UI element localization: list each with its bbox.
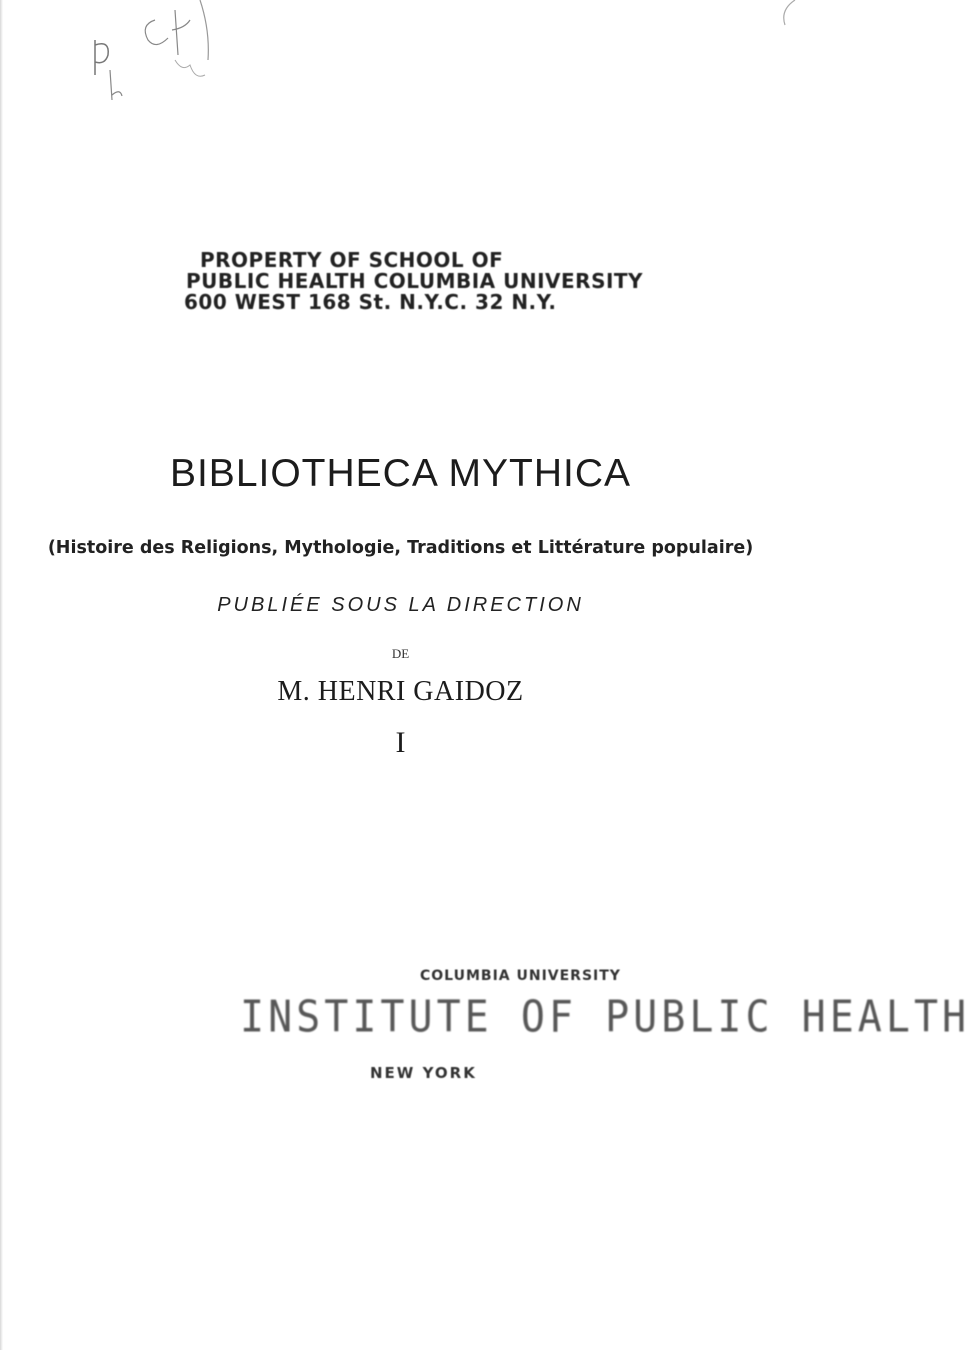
page-edge bbox=[0, 0, 3, 1350]
library-stamp bbox=[240, 968, 970, 1082]
library-stamp-line2: INSTITUTE OF PUBLIC HEALTH bbox=[240, 992, 970, 1043]
editor-name: M. HENRI GAIDOZ bbox=[277, 676, 524, 707]
ownership-stamp-line1: PROPERTY OF SCHOOL OF bbox=[200, 248, 504, 272]
series-subtitle: (Histoire des Religions, Mythologie, Traditions et Littérature populaire) bbox=[47, 538, 754, 558]
library-stamp-line3: NEW YORK bbox=[370, 1064, 477, 1082]
ownership-stamp-line2: PUBLIC HEALTH COLUMBIA UNIVERSITY bbox=[186, 269, 644, 293]
handwritten-scribble bbox=[60, 0, 320, 110]
corner-mark bbox=[770, 0, 801, 40]
direction-line: PUBLIÉE SOUS LA DIRECTION bbox=[217, 594, 584, 616]
de-label: DE bbox=[391, 646, 410, 661]
series-title: BIBLIOTHECA MYTHICA bbox=[169, 452, 632, 495]
ownership-stamp-line3: 600 WEST 168 St. N.Y.C. 32 N.Y. bbox=[184, 290, 557, 314]
ownership-stamp bbox=[184, 248, 644, 314]
library-stamp-line1: COLUMBIA UNIVERSITY bbox=[420, 968, 621, 984]
volume-number: I bbox=[395, 726, 406, 759]
